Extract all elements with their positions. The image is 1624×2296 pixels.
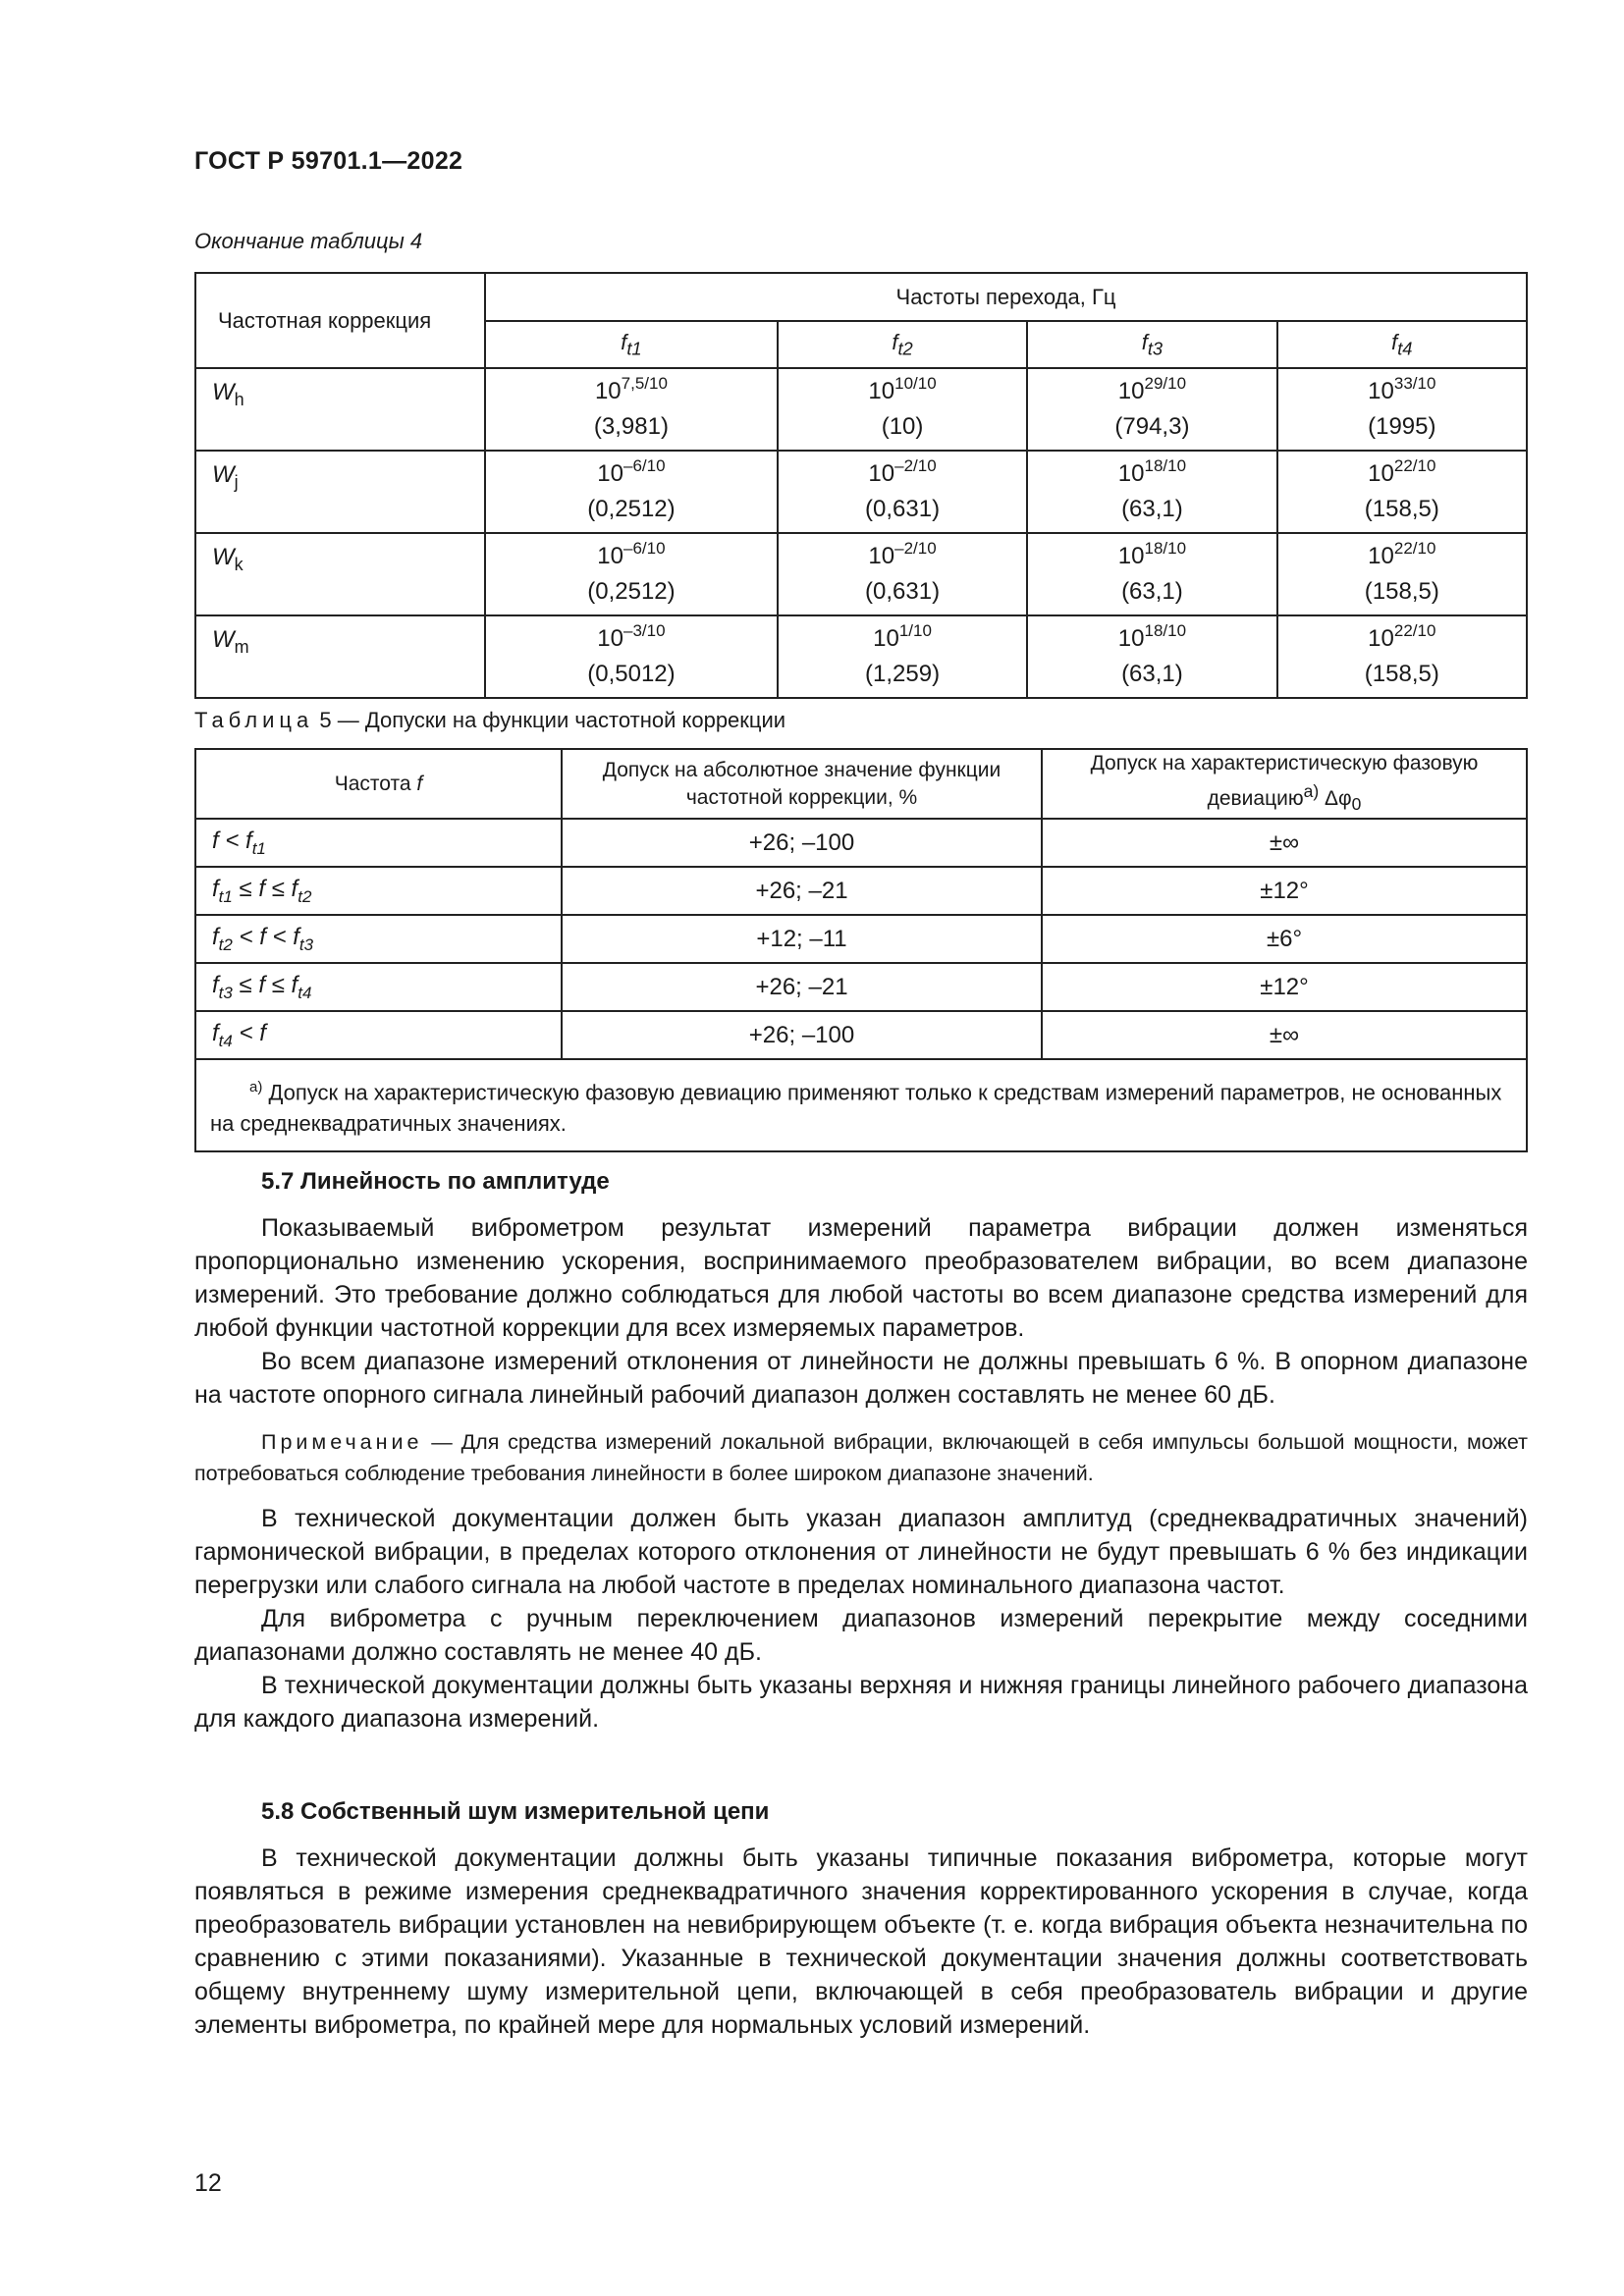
table-row xyxy=(195,915,1527,963)
page-number: 12 xyxy=(194,2169,222,2197)
table-cell: $10^{10/10}$ (10) xyxy=(778,368,1027,451)
table-row xyxy=(195,1011,1527,1059)
paragraph: В технической документации должны быть указаны типичные показания виброметра, которые могут появляться в режиме измерения среднеквадратичного значения корректированного ускорения в случае, когда преобразователь вибрации установлен на невибрирующем объекте (т. е. когда вибрация объекта незначительна по сравнению с этими показаниями). Указанные в технической документации значения должны соответствовать общему внутреннему шуму измерительной цепи, включающей в себя преобразователь вибрации и другие элементы виброметра, по крайней мере для нормальных условий измерений. xyxy=(194,1844,1528,2039)
table5-footnote: $^{а)}$ Допуск на характеристическую фазовую девиацию применяют только к средствам измерений параметров, не основанных на среднеквадратичных значениях. xyxy=(195,1059,1527,1151)
absolute-tolerance-value: +26; –100 xyxy=(562,1011,1042,1059)
table5-caption: Таблица 5 — Допуски на функции частотной коррекции xyxy=(194,708,786,732)
table-cell: $10^{-2/10}$ (0,631) xyxy=(778,533,1027,615)
table4-continuation-title: Окончание таблицы 4 xyxy=(194,229,423,253)
table-row xyxy=(195,963,1527,1011)
table-cell: $10^{22/10}$ (158,5) xyxy=(1277,451,1527,533)
table5-header-frequency: Частота f xyxy=(195,749,562,819)
phase-tolerance-value: ±12° xyxy=(1042,867,1527,915)
table4-subheader: $f_{t4}$ xyxy=(1277,321,1527,368)
frequency-condition: $f_{t1} \le f \le f_{t2}$ xyxy=(195,867,562,915)
frequency-condition: $f_{t4} < f$ xyxy=(195,1011,562,1059)
table-row xyxy=(195,533,1527,615)
correction-name: $W_m$ xyxy=(195,615,485,698)
table-cell: $10^{-6/10}$ (0,2512) xyxy=(485,533,778,615)
table-cell: $10^{18/10}$ (63,1) xyxy=(1027,615,1276,698)
table-cell: $10^{33/10}$ (1995) xyxy=(1277,368,1527,451)
note xyxy=(194,1426,1528,1489)
table4-subheader: $f_{t1}$ xyxy=(485,321,778,368)
absolute-tolerance-value: +26; –21 xyxy=(562,963,1042,1011)
table-row xyxy=(195,615,1527,698)
paragraph: В технической документации должен быть указан диапазон амплитуд (среднеквадратичных значений) гармонической вибрации, в пределах которого отклонения от линейности не будут превышать 6 % без индикации перегрузки или слабого сигнала на любой частоте в пределах номинального диапазона частот. xyxy=(194,1505,1528,1599)
correction-name: $W_k$ xyxy=(195,533,485,615)
frequency-condition: $f_{t3} \le f \le f_{t4}$ xyxy=(195,963,562,1011)
correction-name: $W_j$ xyxy=(195,451,485,533)
table-cell: $10^{29/10}$ (794,3) xyxy=(1027,368,1276,451)
table-row xyxy=(195,451,1527,533)
absolute-tolerance-value: +26; –100 xyxy=(562,819,1042,867)
phase-tolerance-value: ±12° xyxy=(1042,963,1527,1011)
absolute-tolerance-value: +26; –21 xyxy=(562,867,1042,915)
paragraph: Для виброметра с ручным переключением диапазонов измерений перекрытие между соседними диапазонами должно составлять не менее 40 дБ. xyxy=(194,1605,1528,1666)
frequency-condition: $f < f_{t1}$ xyxy=(195,819,562,867)
table5 xyxy=(194,748,1528,1152)
table5-header-phase-tolerance: Допуск на характеристическую фазовую девиацию$^{а)}$ $\Delta\varphi_0$ xyxy=(1042,749,1527,819)
table-cell: $10^{1/10}$ (1,259) xyxy=(778,615,1027,698)
paragraph: В технической документации должны быть указаны верхняя и нижняя границы линейного рабочего диапазона для каждого диапазона измерений. xyxy=(194,1672,1528,1733)
table-row xyxy=(195,867,1527,915)
table-cell: $10^{7,5/10}$ (3,981) xyxy=(485,368,778,451)
section-5-7-body xyxy=(194,1211,1528,1412)
paragraph: Во всем диапазоне измерений отклонения от линейности не должны превышать 6 %. В опорном диапазоне на частоте опорного сигнала линейный рабочий диапазон должен составлять не менее 60 дБ. xyxy=(194,1348,1528,1409)
table4-header-correction: Частотная коррекция xyxy=(195,273,485,368)
paragraph: Показываемый виброметром результат измерений параметра вибрации должен изменяться пропорционально изменению ускорения, воспринимаемого преобразователем вибрации, во всем диапазоне измерений. Это требование должно соблюдаться для любой частоты во всем диапазоне средства измерений для любой функции частотной коррекции для всех измеряемых параметров. xyxy=(194,1214,1528,1342)
table-cell: $10^{18/10}$ (63,1) xyxy=(1027,533,1276,615)
standard-header: ГОСТ Р 59701.1—2022 xyxy=(194,147,463,175)
table4-header-frequencies: Частоты перехода, Гц xyxy=(485,273,1527,321)
frequency-condition: $f_{t2} < f < f_{t3}$ xyxy=(195,915,562,963)
section-5-7-body-continued xyxy=(194,1502,1528,1735)
note-text: — Для средства измерений локальной вибрации, включающей в себя импульсы большой мощности, может потребоваться соблюдение требования линейности в более широком диапазоне значений. xyxy=(194,1430,1528,1485)
table4 xyxy=(194,272,1528,699)
table-cell: $10^{-2/10}$ (0,631) xyxy=(778,451,1027,533)
phase-tolerance-value: ±∞ xyxy=(1042,819,1527,867)
table-row xyxy=(195,819,1527,867)
note-label: Примечание xyxy=(261,1430,423,1454)
table-cell: $10^{22/10}$ (158,5) xyxy=(1277,533,1527,615)
table4-subheader: $f_{t2}$ xyxy=(778,321,1027,368)
section-title-5-8: 5.8 Собственный шум измерительной цепи xyxy=(261,1798,770,1825)
section-5-8-body xyxy=(194,1842,1528,2042)
phase-tolerance-value: ±6° xyxy=(1042,915,1527,963)
table-cell: $10^{-6/10}$ (0,2512) xyxy=(485,451,778,533)
absolute-tolerance-value: +12; –11 xyxy=(562,915,1042,963)
table5-header-absolute-tolerance: Допуск на абсолютное значение функции частотной коррекции, % xyxy=(562,749,1042,819)
table-cell: $10^{22/10}$ (158,5) xyxy=(1277,615,1527,698)
section-title-5-7: 5.7 Линейность по амплитуде xyxy=(261,1168,610,1195)
table-row xyxy=(195,368,1527,451)
table-cell: $10^{18/10}$ (63,1) xyxy=(1027,451,1276,533)
table4-subheader: $f_{t3}$ xyxy=(1027,321,1276,368)
table5-footnote-row xyxy=(195,1059,1527,1151)
phase-tolerance-value: ±∞ xyxy=(1042,1011,1527,1059)
table-cell: $10^{-3/10}$ (0,5012) xyxy=(485,615,778,698)
correction-name: $W_h$ xyxy=(195,368,485,451)
